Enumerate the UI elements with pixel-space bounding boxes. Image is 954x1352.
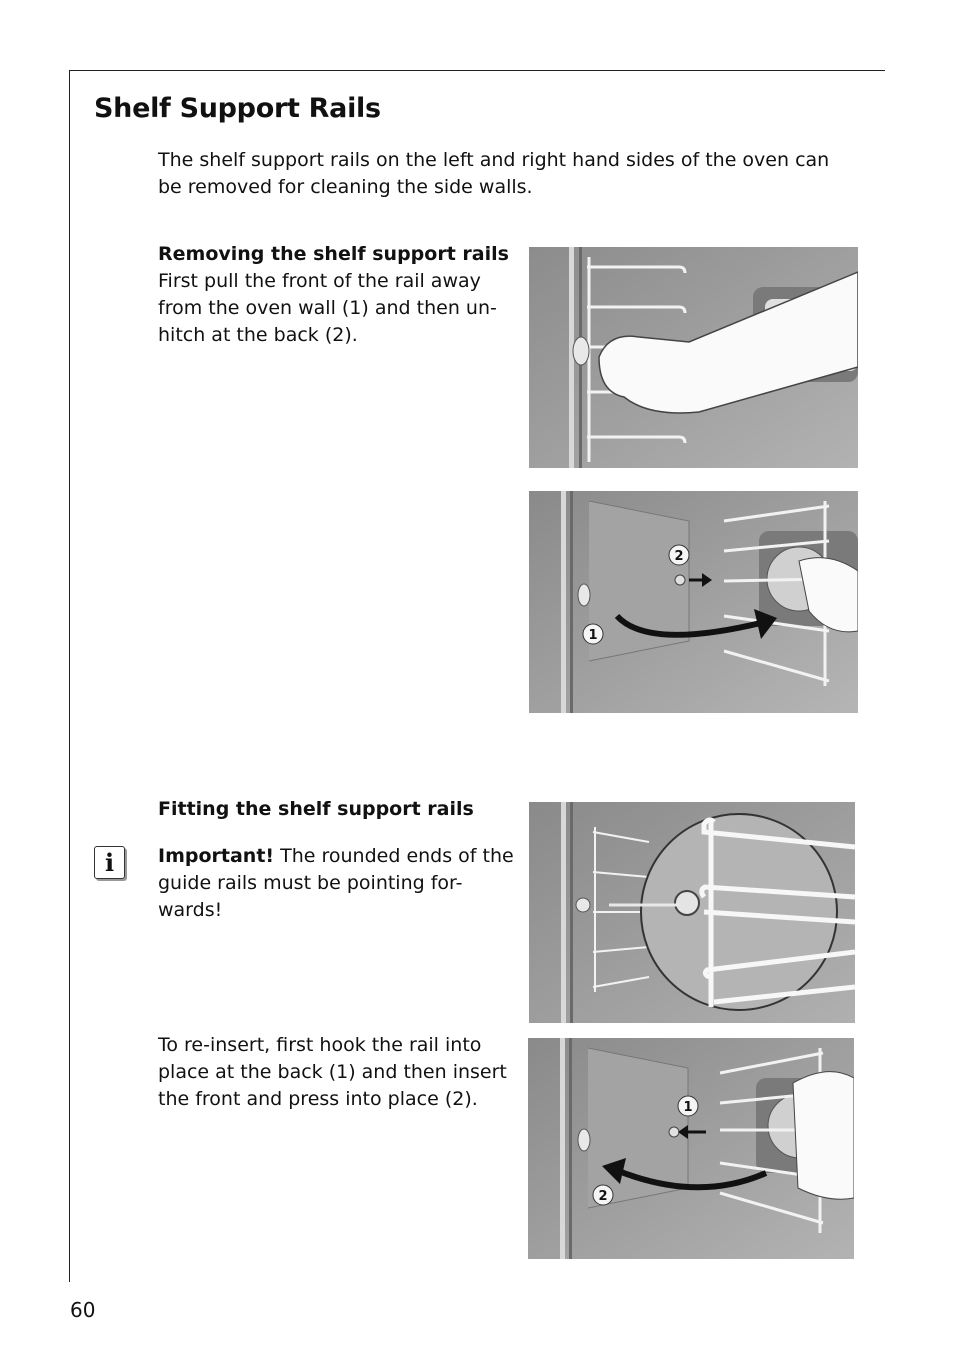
intro-paragraph: The shelf support rails on the left and right hand sides of the oven can be removed for cleaning the side walls.	[158, 149, 830, 198]
figure-reinsert-rail	[528, 1038, 854, 1259]
removing-section	[158, 241, 520, 349]
figure-unhitch-rail	[529, 491, 858, 713]
reinsert-text: To re-insert, first hook the rail into place at the back (1) and then insert the front and press into place (2).	[158, 1034, 507, 1110]
fitting-heading: Fitting the shelf support rails	[158, 798, 474, 820]
important-note	[158, 843, 520, 924]
info-icon: i	[94, 846, 125, 879]
important-text: The rounded ends of the guide rails must be pointing for-wards!	[158, 845, 514, 921]
figure-rounded-ends	[529, 802, 855, 1023]
removing-heading: Removing the shelf support rails	[158, 243, 509, 265]
fig4-label-a: 1	[683, 1100, 693, 1115]
fitting-heading-block	[158, 796, 520, 823]
oven-illustration-1	[529, 247, 858, 468]
fig2-label-b: 1	[588, 628, 598, 643]
page-number: 60	[70, 1298, 96, 1322]
figure-pull-rail	[529, 247, 858, 468]
oven-illustration-2	[529, 491, 858, 713]
oven-illustration-4	[528, 1038, 854, 1259]
important-label: Important!	[158, 845, 275, 867]
fig4-label-b: 2	[598, 1189, 608, 1204]
left-rule	[69, 70, 70, 1282]
removing-text: First pull the front of the rail away from the oven wall (1) and then un-hitch at the back (2).	[158, 270, 497, 346]
top-rule	[69, 70, 885, 71]
oven-illustration-3	[529, 802, 855, 1023]
fig2-label-a: 2	[674, 549, 684, 564]
page-title: Shelf Support Rails	[94, 93, 381, 124]
